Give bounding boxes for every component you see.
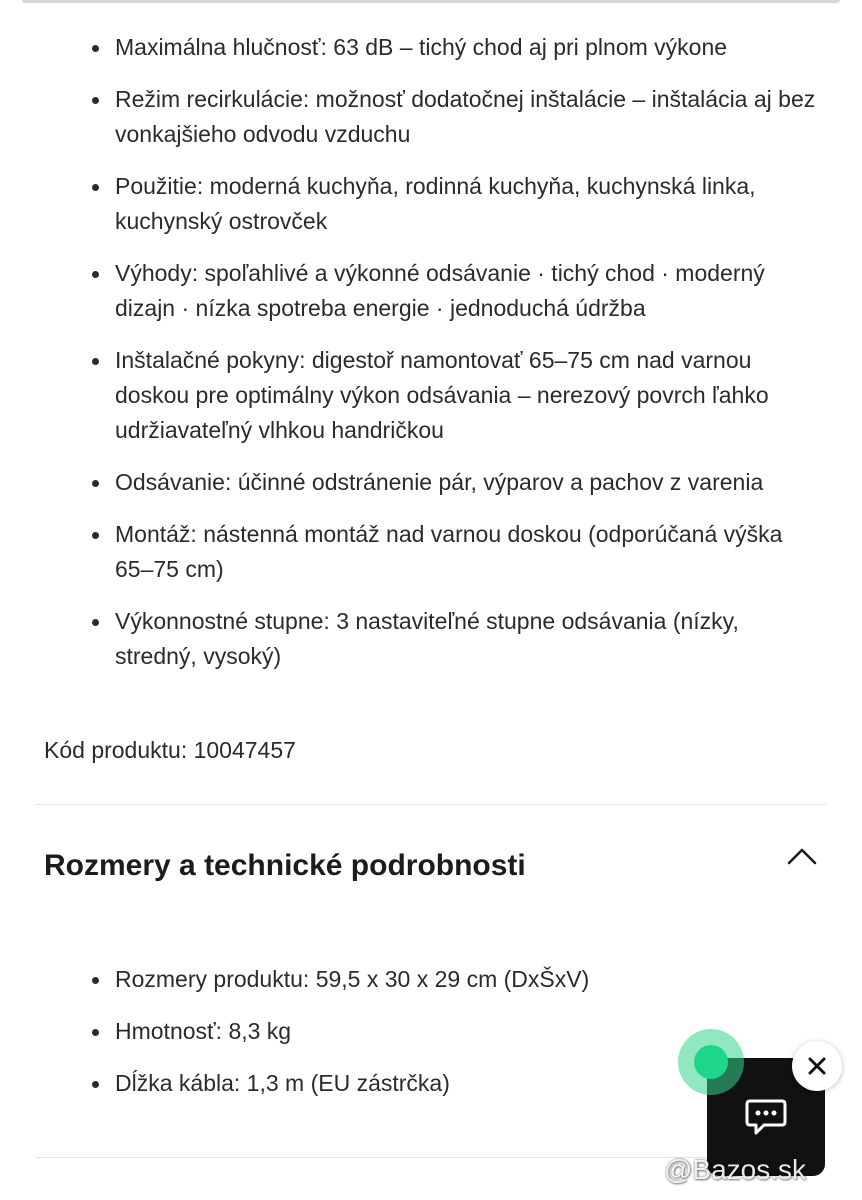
bullet-icon bbox=[92, 480, 99, 487]
list-item bbox=[0, 343, 862, 448]
bullet-icon bbox=[92, 619, 99, 626]
chevron-up-icon bbox=[786, 846, 818, 866]
section-title[interactable]: Rozmery a technické podrobnosti bbox=[44, 849, 526, 882]
collapse-button[interactable] bbox=[780, 836, 824, 876]
list-item bbox=[0, 82, 862, 152]
feature-text: Inštalačné pokyny: digestoř namontovať 65–75 cm nad varnou doskou pre optimálny výkon odsávania – nerezový povrch ľahko udržiavateľný vlhkou handričkou bbox=[115, 347, 769, 443]
detail-text: Dĺžka kábla: 1,3 m (EU zástrčka) bbox=[115, 1070, 450, 1096]
bullet-icon bbox=[92, 271, 99, 278]
status-indicator-dot bbox=[694, 1045, 728, 1079]
bullet-icon bbox=[92, 97, 99, 104]
bullet-icon bbox=[92, 977, 99, 984]
section-divider bbox=[36, 804, 826, 805]
bullet-icon bbox=[92, 358, 99, 365]
list-item bbox=[0, 604, 862, 674]
bullet-icon bbox=[92, 532, 99, 539]
close-icon bbox=[806, 1055, 828, 1077]
feature-text: Montáž: nástenná montáž nad varnou doskou (odporúčaná výška 65–75 cm) bbox=[115, 521, 783, 582]
detail-text: Hmotnosť: 8,3 kg bbox=[115, 1018, 292, 1044]
bullet-icon bbox=[92, 45, 99, 52]
feature-text: Režim recirkulácie: možnosť dodatočnej inštalácie – inštalácia aj bez vonkajšieho odvodu vzduchu bbox=[115, 86, 816, 147]
feature-list bbox=[0, 30, 862, 691]
feature-text: Výkonnostné stupne: 3 nastaviteľné stupne odsávania (nízky, stredný, vysoký) bbox=[115, 608, 739, 669]
list-item bbox=[0, 465, 862, 500]
chat-bubble-icon bbox=[744, 1097, 788, 1137]
watermark: @Bazos.sk bbox=[664, 1154, 807, 1185]
feature-text: Maximálna hlučnosť: 63 dB – tichý chod aj pri plnom výkone bbox=[115, 34, 728, 60]
top-divider bbox=[22, 0, 840, 3]
feature-text: Použitie: moderná kuchyňa, rodinná kuchyňa, kuchynská linka, kuchynský ostrovček bbox=[115, 173, 756, 234]
list-item bbox=[0, 30, 862, 65]
feature-text: Odsávanie: účinné odstránenie pár, výparov a pachov z varenia bbox=[115, 469, 764, 495]
detail-text: Rozmery produktu: 59,5 x 30 x 29 cm (DxŠxV) bbox=[115, 966, 590, 992]
list-item bbox=[0, 169, 862, 239]
list-item bbox=[0, 517, 862, 587]
close-chat-button[interactable] bbox=[792, 1041, 842, 1091]
list-item bbox=[0, 962, 862, 997]
feature-text: Výhody: spoľahlivé a výkonné odsávanie · tichý chod · moderný dizajn · nízka spotreba energie · jednoduchá údržba bbox=[115, 260, 765, 321]
bullet-icon bbox=[92, 1029, 99, 1036]
bullet-icon bbox=[92, 1081, 99, 1088]
list-item bbox=[0, 256, 862, 326]
product-code: Kód produktu: 10047457 bbox=[44, 737, 296, 763]
bullet-icon bbox=[92, 184, 99, 191]
